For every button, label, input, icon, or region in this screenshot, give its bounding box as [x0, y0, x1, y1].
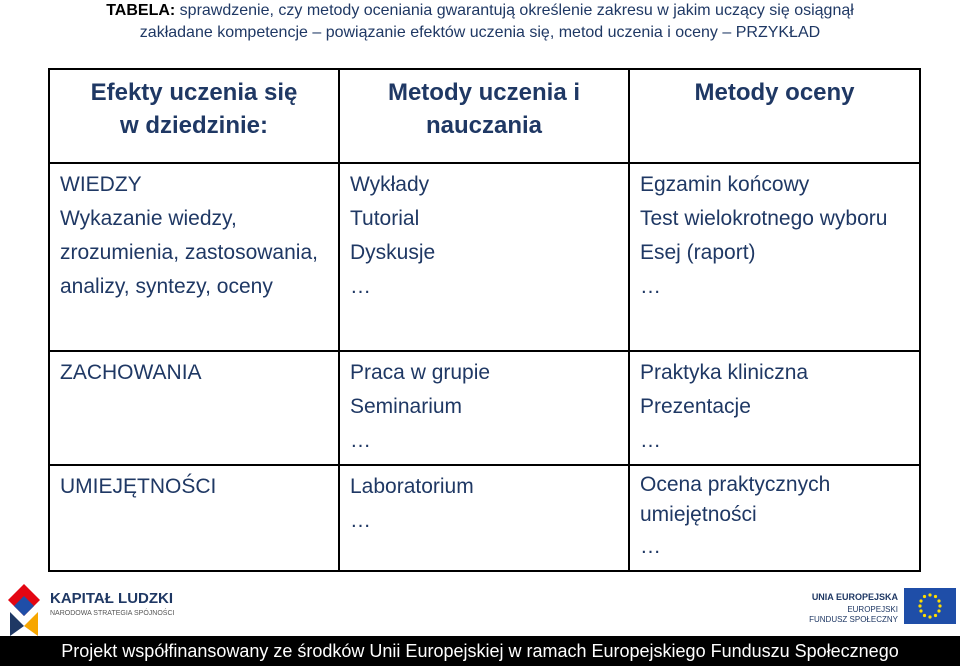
outcome-cell [49, 351, 339, 465]
table-row [49, 163, 920, 351]
row-label: ZACHOWANIA [60, 361, 202, 384]
eu-line2: EUROPEJSKI [847, 605, 898, 614]
method-item: Laboratorium [350, 475, 474, 498]
outcomes-table [48, 68, 921, 572]
method-item: Dyskusje [350, 241, 436, 264]
kapital-ludzki-logo [4, 582, 175, 638]
assessment-cell [629, 465, 920, 571]
assessment-item: Esej (raport) [640, 241, 756, 264]
eu-logo [809, 588, 956, 632]
eu-line1: UNIA EUROPEJSKA [811, 592, 898, 602]
row-description: Wykazanie wiedzy, zrozumienia, zastosowania, analizy, syntezy, oceny [60, 207, 318, 298]
method-item: Wykłady [350, 173, 430, 196]
assessment-cell [629, 351, 920, 465]
kapital-ludzki-title: KAPITAŁ LUDZKI [50, 590, 174, 607]
title-lead: TABELA: [106, 2, 176, 19]
assessment-item: Egzamin końcowy [640, 173, 810, 196]
title-line2: zakładane kompetencje – powiązanie efektów uczenia się, metod uczenia i oceny – PRZYKŁAD [139, 24, 821, 41]
title-line1: sprawdzenie, czy metody oceniania gwarantują określenie zakresu w jakim uczący się osiągnął [175, 2, 854, 19]
assessment-cell [629, 163, 920, 351]
assessment-item: Ocena praktycznych umiejętności [640, 473, 831, 526]
footer-text: Projekt współfinansowany ze środków Unii Europejskiej w ramach Europejskiego Funduszu Społecznego [61, 641, 899, 661]
method-item: Tutorial [350, 207, 420, 230]
row-label: WIEDZY [60, 173, 142, 196]
table-row [49, 465, 920, 571]
table-row [49, 351, 920, 465]
row-label: UMIEJĘTNOŚCI [60, 475, 217, 498]
header-outcomes: Efekty uczenia się w dziedzinie: [49, 69, 339, 163]
assessment-item: Test wielokrotnego wyboru [640, 207, 888, 230]
assessment-item: Praktyka kliniczna [640, 361, 809, 384]
outcome-cell [49, 465, 339, 571]
method-item: … [350, 275, 371, 298]
method-item: … [350, 509, 371, 532]
methods-cell [339, 465, 629, 571]
header-assessment-methods: Metody oceny [629, 69, 920, 163]
header-teaching-methods: Metody uczenia i nauczania [339, 69, 629, 163]
assessment-item: … [640, 429, 661, 452]
assessment-item: Prezentacje [640, 395, 751, 418]
table-header-row [49, 69, 920, 163]
method-item: … [350, 429, 371, 452]
kapital-ludzki-logo-icon [4, 582, 44, 638]
outcome-cell [49, 163, 339, 351]
methods-cell [339, 351, 629, 465]
methods-cell [339, 163, 629, 351]
eu-flag-icon [904, 588, 956, 624]
eu-line3: FUNDUSZ SPOŁECZNY [809, 615, 898, 624]
kapital-ludzki-subtitle: NARODOWA STRATEGIA SPÓJNOŚCI [50, 610, 175, 617]
assessment-item: … [640, 535, 661, 558]
assessment-item: … [640, 275, 661, 298]
page-title [0, 0, 960, 44]
footer-bar [0, 636, 960, 666]
method-item: Seminarium [350, 395, 463, 418]
method-item: Praca w grupie [350, 361, 491, 384]
